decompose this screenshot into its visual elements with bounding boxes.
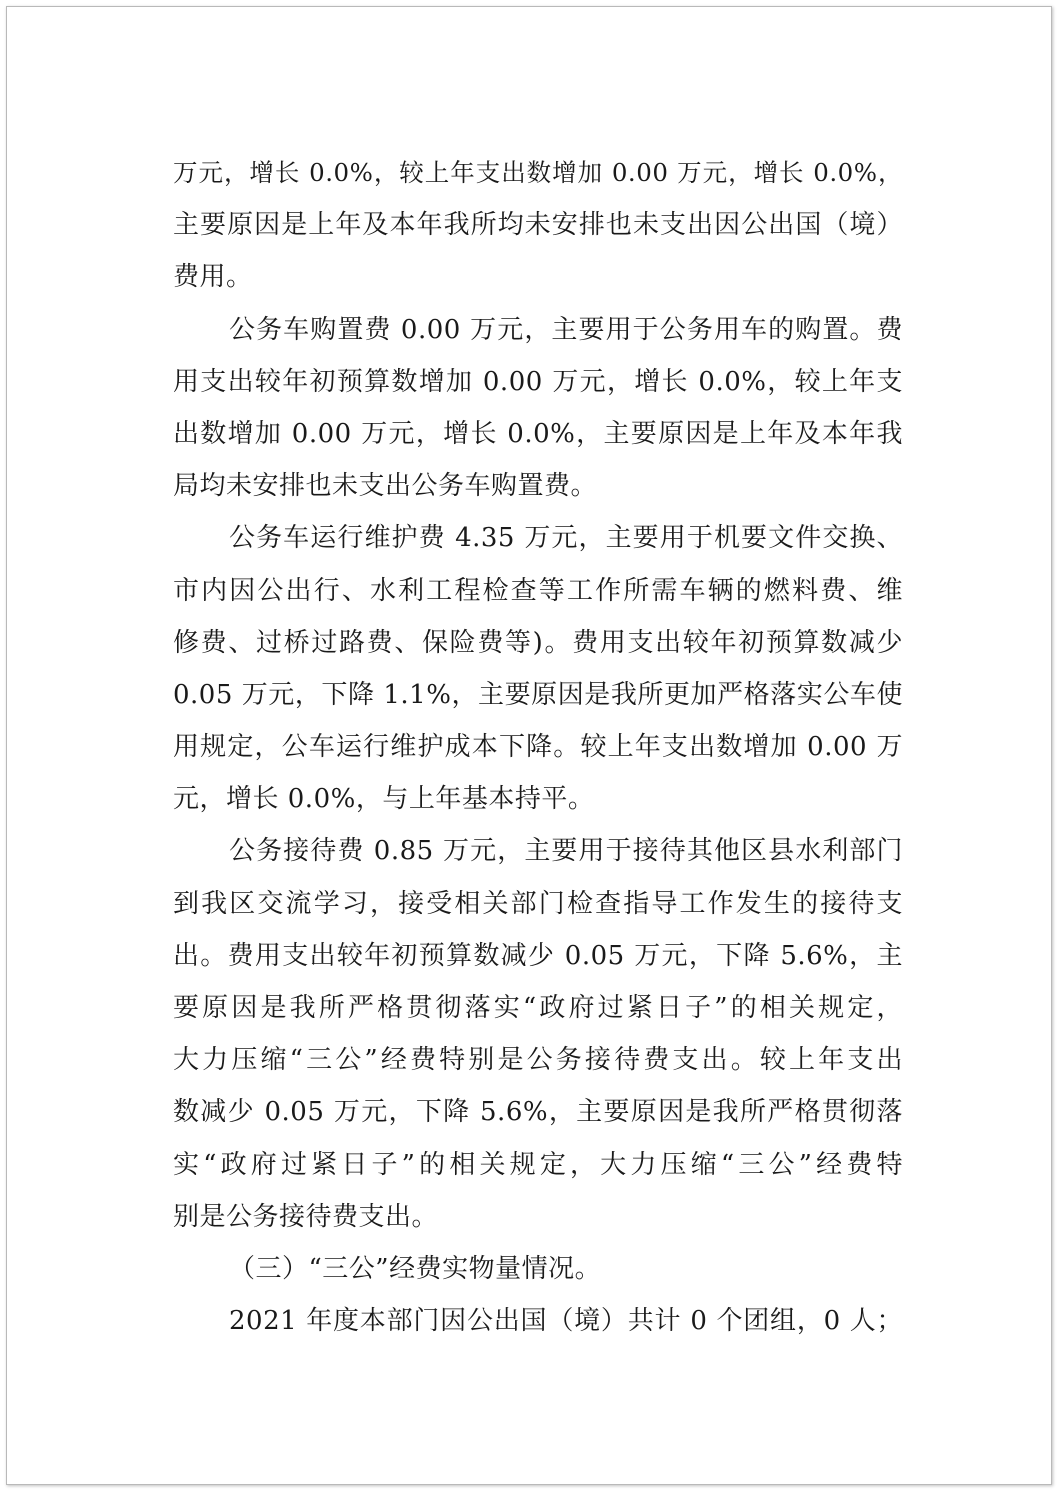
document-body xyxy=(173,147,903,1347)
text-line: 万元，增长 0.0%，较上年支出数增加 0.00 万元，增长 0.0%， xyxy=(173,158,903,187)
text-line: 2021 年度本部门因公出国（境）共计 0 个团组，0 人； xyxy=(229,1306,903,1337)
text-line: 局均未安排也未支出公务车购置费。 xyxy=(173,471,598,502)
text-line: 大力压缩“三公”经费特别是公务接待费支出。较上年支出 xyxy=(173,1045,903,1076)
text-line: 元，增长 0.0%，与上年基本持平。 xyxy=(173,784,595,815)
text-line: 实“政府过紧日子”的相关规定，大力压缩“三公”经费特 xyxy=(173,1149,903,1180)
text-line: 修费、过桥过路费、保险费等)。费用支出较年初预算数减少 xyxy=(173,627,903,658)
text-line: 0.05 万元，下降 1.1%，主要原因是我所更加严格落实公车使 xyxy=(173,679,903,710)
text-line: 公务车购置费 0.00 万元，主要用于公务用车的购置。费 xyxy=(229,314,903,345)
text-line: 别是公务接待费支出。 xyxy=(173,1201,439,1232)
text-line: 用支出较年初预算数增加 0.00 万元，增长 0.0%，较上年支 xyxy=(173,366,903,397)
text-line: 出。费用支出较年初预算数减少 0.05 万元，下降 5.6%，主 xyxy=(173,940,903,971)
text-line: 数减少 0.05 万元，下降 5.6%，主要原因是我所严格贯彻落 xyxy=(173,1097,903,1128)
document-page xyxy=(6,6,1052,1485)
text-line: 费用。 xyxy=(173,262,253,293)
text-line: 要原因是我所严格贯彻落实“政府过紧日子”的相关规定， xyxy=(173,993,903,1023)
text-line: 公务车运行维护费 4.35 万元，主要用于机要文件交换、 xyxy=(229,523,903,554)
text-line: 出数增加 0.00 万元，增长 0.0%，主要原因是上年及本年我 xyxy=(173,418,903,449)
text-line: 用规定，公车运行维护成本下降。较上年支出数增加 0.00 万 xyxy=(173,732,903,763)
text-line: 到我区交流学习，接受相关部门检查指导工作发生的接待支 xyxy=(173,888,903,919)
text-line: （三）“三公”经费实物量情况。 xyxy=(229,1253,602,1284)
text-line: 主要原因是上年及本年我所均未安排也未支出因公出国（境） xyxy=(173,210,903,241)
text-line: 公务接待费 0.85 万元，主要用于接待其他区县水利部门 xyxy=(229,836,903,867)
text-line: 市内因公出行、水利工程检查等工作所需车辆的燃料费、维 xyxy=(173,575,903,606)
